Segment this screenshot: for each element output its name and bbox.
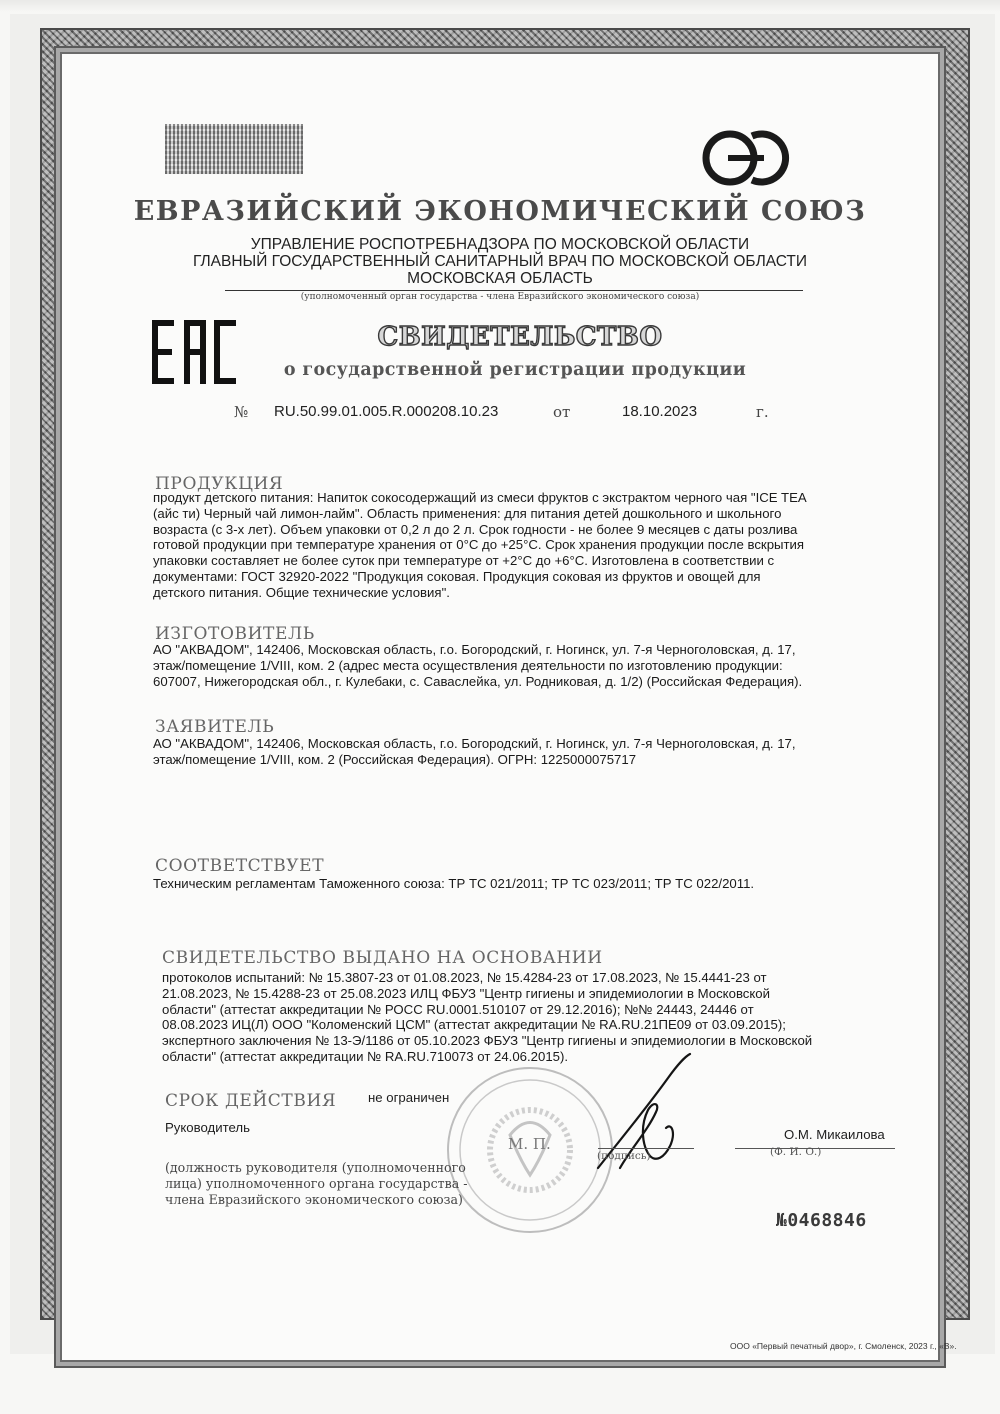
year-suffix: г. [756,403,769,421]
basis-line: области" (аттестат аккредитации № RA.RU.710073 от 24.06.2015). [162,1048,569,1064]
name-caption: (Ф. И. О.) [770,1146,822,1158]
conforms-section-text [153,876,883,892]
product-section-label: ПРОДУКЦИЯ [155,474,284,494]
issuing-authority [0,236,1000,287]
basis-line: 21.08.2023, № 15.4288-23 от 25.08.2023 ИЛЦ ФБУЗ "Центр гигиены и эпидемиологии в Московской [162,985,771,1001]
conforms-line: Техническим регламентам Таможенного союза: ТР ТС 021/2011; ТР ТС 023/2011; ТР ТС 022/2011. [153,876,755,891]
authority-underline [225,290,803,291]
printer-note: ООО «Первый печатный двор», г. Смоленск, 2023 г., «В». [730,1341,957,1351]
ce-logo-icon [700,128,790,188]
validity-section-label: СРОК ДЕЙСТВИЯ [165,1091,337,1111]
certificate-subtitle: о государственной регистрации продукции [283,360,747,380]
product-line: возраста (с 3-х лет). Объем упаковки от 0,2 л до 2 л. Срок годности - не более 9 месяцев с даты розлива [153,521,798,537]
signature-caption: (подпись) [597,1150,651,1162]
validity-value: не ограничен [368,1090,450,1105]
head-name: О.М. Микаилова [784,1127,885,1142]
product-line: детского питания. Общие технические условия". [153,584,450,600]
manufacturer-line: этаж/помещение 1/VIII, ком. 2 (адрес места осуществления деятельности по изготовлению продукции: [153,657,783,673]
date-from-label: от [553,403,571,421]
product-line: упаковки составляет не более суток при температуре от +2°С до +6°С. Изготовлена в соответствии с [153,553,775,569]
position-caption-line: (должность руководителя (уполномоченного [165,1160,466,1175]
basis-line: 08.08.2023 ИЦ(Л) ООО "Коломенский ЦСМ" (аттестат аккредитации № RA.RU.21ПЕ09 от 03.09.2015); [162,1017,786,1033]
position-caption-line: члена Евразийского экономического союза) [165,1192,463,1207]
manufacturer-line: 607007, Нижегородская обл., г. Кулебаки, с. Саваслейка, ул. Родниковая, д. 1/2) (Российская Федерация). [153,673,803,689]
manufacturer-line: АО "АКВАДОМ", 142406, Московская область, г.о. Богородский, г. Ногинск, ул. 7-я Черноголовская, д. 17, [153,642,796,657]
security-pattern-block [165,124,303,174]
applicant-line: АО "АКВАДОМ", 142406, Московская область, г.о. Богородский, г. Ногинск, ул. 7-я Черноголовская, д. 17, [153,736,796,751]
certificate-title: СВИДЕТЕЛЬСТВО [377,322,663,352]
authority-note: (уполномоченный орган государства - члена Евразийского экономического союза) [300,292,700,302]
manufacturer-section-text [153,642,883,689]
certificate-date: 18.10.2023 [622,403,698,420]
basis-line: области" (аттестат аккредитации № РОСС RU.0001.510107 от 29.12.2016); №№ 24443, 24446 от [162,1001,754,1017]
product-line: (айс ти) Черный чай лимон-лайм". Область применения: для питания детей дошкольного и школьного [153,505,782,521]
product-line: готовой продукции при температуре хранения от 0°С до +25°С. Срок хранения продукции после вскрытия [153,537,805,553]
applicant-line: этаж/помещение 1/VIII, ком. 2 (Российская Федерация). ОГРН: 1225000075717 [153,751,637,767]
number-sign: № [234,403,249,421]
union-title: ЕВРАЗИЙСКИЙ ЭКОНОМИЧЕСКИЙ СОЮЗ [133,196,867,227]
stamp-place-label: М. П. [508,1135,551,1153]
basis-line: экспертного заключения № 13-Э/1186 от 05.10.2023 ФБУЗ "Центр гигиены и эпидемиологии в Московской [162,1033,813,1049]
position-caption-line: лица) уполномоченного органа государства - [165,1176,468,1191]
manufacturer-section-label: ИЗГОТОВИТЕЛЬ [155,624,315,644]
serial-number: №0468846 [776,1210,867,1231]
head-label: Руководитель [165,1120,250,1135]
product-line: документами: ГОСТ 32920-2022 "Продукция соковая. Продукция соковая из фруктов и овощей для [153,568,761,584]
applicant-section-label: ЗАЯВИТЕЛЬ [155,717,275,737]
conforms-section-label: СООТВЕТСТВУЕТ [155,856,325,876]
authority-line: УПРАВЛЕНИЕ РОСПОТРЕБНАДЗОРА ПО МОСКОВСКОЙ ОБЛАСТИ [250,236,750,253]
applicant-section-text [153,736,883,768]
product-line: продукт детского питания: Напиток сокосодержащий из смеси фруктов с экстрактом черного чая "ICE TEA [153,490,807,505]
authority-line: ГЛАВНЫЙ ГОСУДАРСТВЕННЫЙ САНИТАРНЫЙ ВРАЧ ПО МОСКОВСКОЙ ОБЛАСТИ [192,253,808,270]
signature-line [598,1148,694,1149]
product-section-text [153,490,883,601]
position-caption [165,1160,525,1208]
authority-line: МОСКОВСКАЯ ОБЛАСТЬ [407,270,593,287]
certificate-number: RU.50.99.01.005.R.000208.10.23 [274,403,499,420]
basis-line: протоколов испытаний: № 15.3807-23 от 01.08.2023, № 15.4284-23 от 17.08.2023, № 15.4441-23 от [162,970,767,985]
basis-section-label: СВИДЕТЕЛЬСТВО ВЫДАНО НА ОСНОВАНИИ [162,948,603,968]
